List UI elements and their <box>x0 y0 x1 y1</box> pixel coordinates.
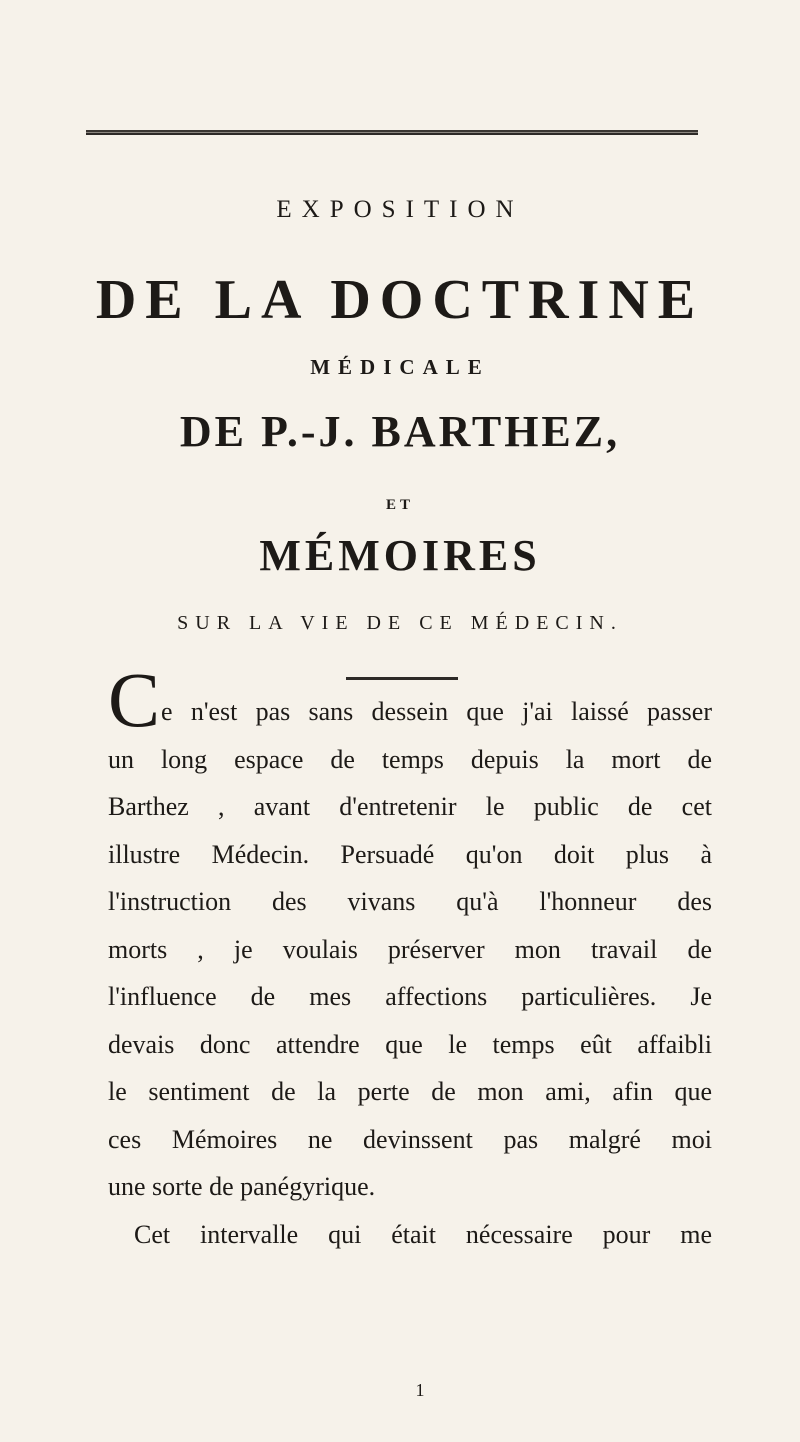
body-line: l'influence de mes affections particulières. Je <box>108 982 712 1011</box>
title-doctrine: DE LA DOCTRINE <box>95 269 705 331</box>
title-et: ET <box>385 497 414 513</box>
top-ornamental-rule <box>86 130 698 136</box>
body-line: morts , je voulais préserver mon travail de <box>108 934 712 964</box>
body-line: Barthez , avant d'entretenir le public de cet <box>108 792 712 821</box>
body-line-new-paragraph: Cet intervalle qui était nécessaire pour me <box>134 1219 712 1249</box>
title-subtitle: SUR LA VIE DE CE MÉDECIN. <box>177 612 623 634</box>
title-barthez: DE P.-J. BARTHEZ, <box>179 407 621 456</box>
body-first-line <box>108 656 712 743</box>
signature-mark: 1 <box>415 1380 425 1400</box>
body-line: illustre Médecin. Persuadé qu'on doit plus à <box>108 839 712 869</box>
body-line: une sorte de panégyrique. <box>108 1172 376 1201</box>
body-line: l'instruction des vivans qu'à l'honneur des <box>108 887 712 916</box>
body-line: un long espace de temps depuis la mort de <box>108 744 712 774</box>
title-medicale: MÉDICALE <box>310 355 490 379</box>
body-line: devais donc attendre que le temps eût affaibli <box>108 1029 712 1059</box>
title-memoires: MÉMOIRES <box>259 531 541 580</box>
title-exposition: EXPOSITION <box>276 196 524 223</box>
first-line-text: e n'est pas sans dessein que j'ai laissé passer <box>161 697 712 726</box>
body-line: ces Mémoires ne devinssent pas malgré moi <box>108 1124 712 1154</box>
body-paragraph <box>108 656 712 1258</box>
drop-cap: C <box>108 656 161 743</box>
body-line: le sentiment de la perte de mon ami, afin que <box>108 1077 712 1106</box>
